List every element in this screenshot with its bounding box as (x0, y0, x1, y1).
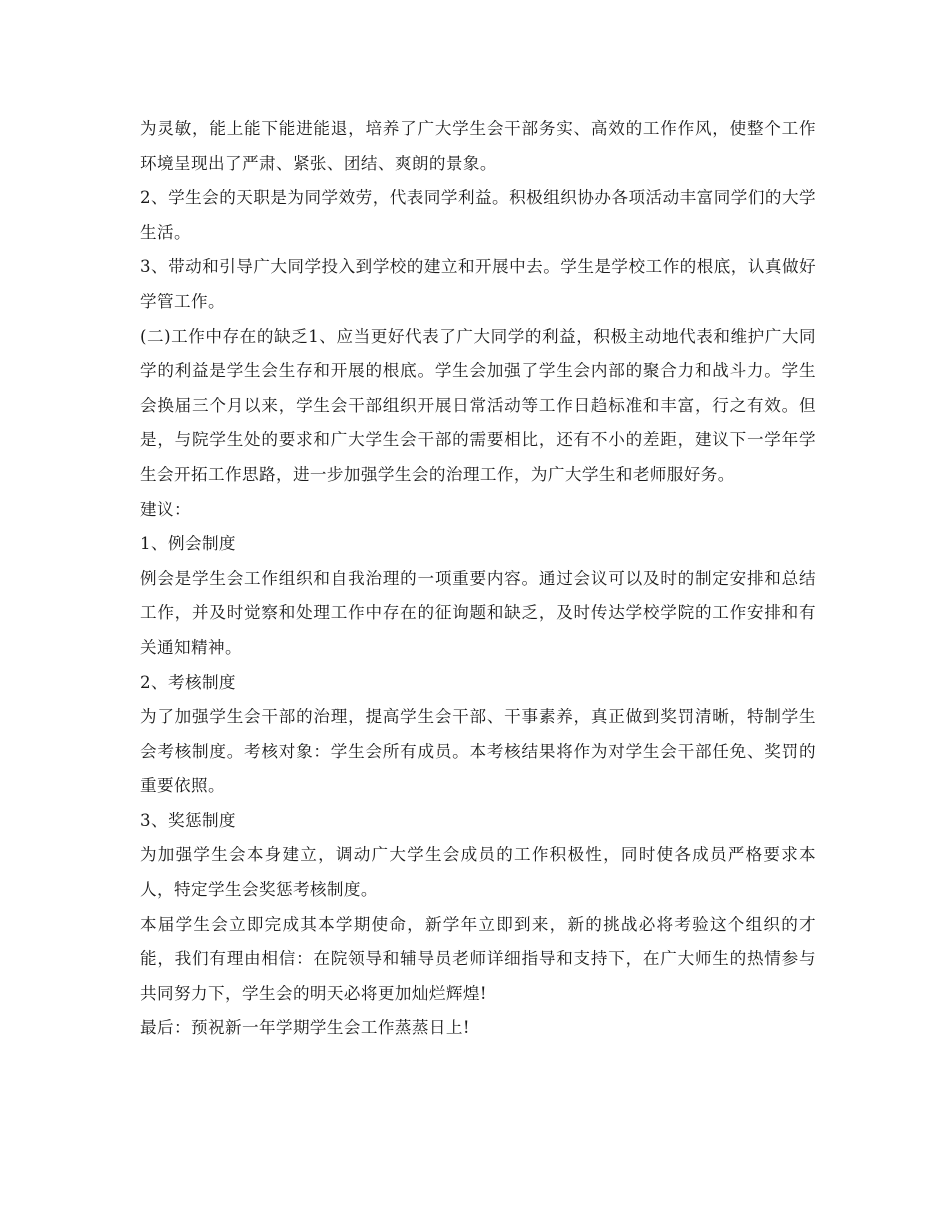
paragraph-item-3-guidance: 3、带动和引导广大同学投入到学校的建立和开展中去。学生是学校工作的根底，认真做好学管工作。 (140, 257, 816, 311)
paragraph-meeting-system: 例会是学生会工作组织和自我治理的一项重要内容。通过会议可以及时的制定安排和总结工作，并及时觉察和处理工作中存在的征询题和缺乏，及时传达学校学院的工作安排和有关通知精神。 (140, 568, 816, 657)
heading-assessment-system: 2、考核制度 (140, 672, 236, 692)
paragraph-shortcomings: (二)工作中存在的缺乏1、应当更好代表了广大同学的利益，积极主动地代表和维护广大同学的利益是学生会生存和开展的根底。学生会加强了学生会内部的聚合力和战斗力。学生会换届三个月以来，学生会干部组织开展日常活动等工作日趋标准和丰富，行之有效。但是，与院学生处的要求和广大学生会干部的需要相比，还有不小的差距，建议下一学年学生会开拓工作思路，进一步加强学生会的治理工作，为广大学生和老师服好务。 (140, 326, 816, 484)
heading-reward-penalty-system: 3、奖惩制度 (140, 810, 236, 830)
paragraph-item-2-service: 2、学生会的天职是为同学效劳，代表同学利益。积极组织协办各项活动丰富同学们的大学生活。 (140, 188, 816, 242)
document-body (140, 112, 816, 1046)
paragraph-closing-wish: 最后：预祝新一年学期学生会工作蒸蒸日上! (140, 1018, 470, 1038)
paragraph-assessment-system: 为了加强学生会干部的治理，提高学生会干部、干事素养，真正做到奖罚清晰，特制学生会考核制度。考核对象：学生会所有成员。本考核结果将作为对学生会干部任免、奖罚的重要依照。 (140, 707, 816, 796)
paragraph-reward-penalty-system: 为加强学生会本身建立，调动广大学生会成员的工作积极性，同时使各成员严格要求本人，特定学生会奖惩考核制度。 (140, 845, 816, 900)
heading-suggestions: 建议： (140, 499, 191, 519)
paragraph-work-style: 为灵敏，能上能下能进能退，培养了广大学生会干部务实、高效的工作作风，使整个工作环境呈现出了严肃、紧张、团结、爽朗的景象。 (140, 119, 816, 173)
paragraph-outlook: 本届学生会立即完成其本学期使命，新学年立即到来，新的挑战必将考验这个组织的才能，我们有理由相信：在院领导和辅导员老师详细指导和支持下，在广大师生的热情参与共同努力下，学生会的明天必将更加灿烂辉煌! (140, 914, 816, 1003)
heading-meeting-system: 1、例会制度 (140, 534, 236, 554)
